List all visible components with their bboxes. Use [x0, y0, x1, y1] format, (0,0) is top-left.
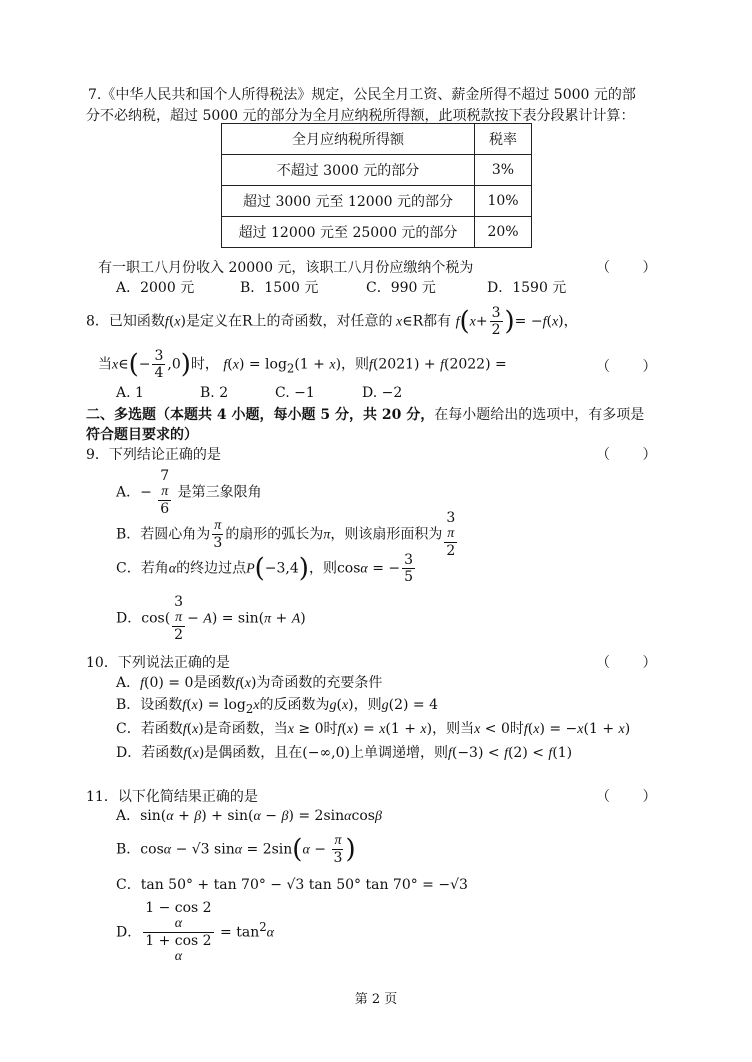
q7-line1: 7.《中华人民共和国个人所得税法》规定，公民全月工资、薪金所得不超过 5000 元的部 — [88, 87, 636, 103]
q11-option-d: D． 1 − cos 2 α 1 + cos 2 α = $\tan^2\alpha$ — [116, 900, 274, 964]
answer-paren: （ ） — [596, 260, 671, 276]
q11-option-b: B．cosα − √3 sinα = 2sin(α − $\frac{\pi}{3}$ ) — [116, 833, 356, 866]
q9-stem: 9．下列结论正确的是 — [86, 447, 221, 463]
q10-option-c: C．若函数f(x)是奇函数，当x ≥ 0时f(x) = x(1 + x)，则当x < 0时f(x) = −x(1 + x) — [116, 721, 631, 737]
answer-paren: （ ） — [596, 655, 671, 671]
q8-line2: 当x∈(− $\frac{3}{4}$ ,0)时， $f(x) = \log_2(1 + x)$，则f(2021) + f(2022) = — [98, 348, 507, 381]
section-heading: 二、多选题（本题共 4 小题，每小题 5 分，共 20 分，在每小题给出的选项中，有多项是 — [86, 407, 645, 423]
answer-paren: （ ） — [596, 789, 671, 805]
q10-option-a: A．f(0) = 0是函数f(x)为奇函数的充要条件 — [116, 675, 383, 691]
answer-paren: （ ） — [596, 447, 671, 463]
option-a: A. 1 — [116, 385, 144, 401]
q10-stem: 10．下列说法正确的是 — [86, 655, 230, 671]
q10-option-d: D．若函数f(x)是偶函数，且在(−∞,0)上单调递增，则f(−3) < f(2) < f(1) — [116, 745, 573, 761]
table-row — [222, 186, 532, 217]
q7-stem: 有一职工八月份收入 20000 元，该职工八月份应缴纳个税为 — [98, 260, 474, 276]
q9-option-d: D．cos( 3 π 2 − A) = sin(π + A) — [116, 594, 306, 643]
table-row — [222, 155, 532, 186]
option-c: C. −1 — [275, 385, 315, 401]
table-cell: 不超过 3000 元的部分 — [222, 155, 475, 186]
tax-table — [221, 123, 532, 248]
option-b: B．1500 元 — [240, 280, 319, 296]
table-cell: 3% — [475, 155, 532, 186]
answer-paren: （ ） — [596, 359, 671, 375]
q9-option-b: B．若圆心角为 $\frac{\pi}{3}$ 的扇形的弧长为π，则该扇形面积为 3 π 2 — [116, 510, 456, 559]
q11-option-c: C．tan 50° + tan 70° − √3 tan 50° tan 70° = −√3 — [116, 877, 468, 893]
q9-option-a: A．− 7 π 6 是第三象限角 — [116, 468, 262, 517]
option-d: D．1590 元 — [487, 280, 567, 296]
table-header-cell: 全月应纳税所得额 — [222, 124, 475, 155]
q7-line2: 分不必纳税，超过 5000 元的部分为全月应纳税所得额，此项税款按下表分段累计计算： — [86, 108, 635, 124]
q9-option-c: C．若角α的终边过点P(−3,4)，则cosα = − $\frac{3}{5}$ — [116, 552, 414, 585]
table-cell: 20% — [475, 217, 532, 248]
option-b: B. 2 — [200, 385, 229, 401]
table-cell: 超过 3000 元至 12000 元的部分 — [222, 186, 475, 217]
section-heading-line2: 符合题目要求的） — [86, 427, 198, 443]
q11-stem: 11．以下化简结果正确的是 — [86, 789, 258, 805]
page-number: 第 2 页 — [354, 992, 398, 1007]
option-d: D. −2 — [362, 385, 403, 401]
table-header-row — [222, 124, 532, 155]
table-row — [222, 217, 532, 248]
table-header-cell: 税率 — [475, 124, 532, 155]
option-c: C．990 元 — [366, 280, 436, 296]
q10-option-b: B．设函数$f(x) = \log_2x$的反函数为g(x)，则g(2) = 4 — [116, 697, 439, 716]
option-a: A．2000 元 — [116, 280, 195, 296]
table-cell: 超过 12000 元至 25000 元的部分 — [222, 217, 475, 248]
table-cell: 10% — [475, 186, 532, 217]
q11-option-a: A．sin(α + β) + sin(α − β) = 2sinαcosβ — [116, 808, 382, 824]
q8-line1: 8．已知函数f(x)是定义在R上的奇函数，对任意的 x∈R都有 f(x+ $\frac{3}{2}$ )= −f(x)， — [86, 305, 578, 338]
